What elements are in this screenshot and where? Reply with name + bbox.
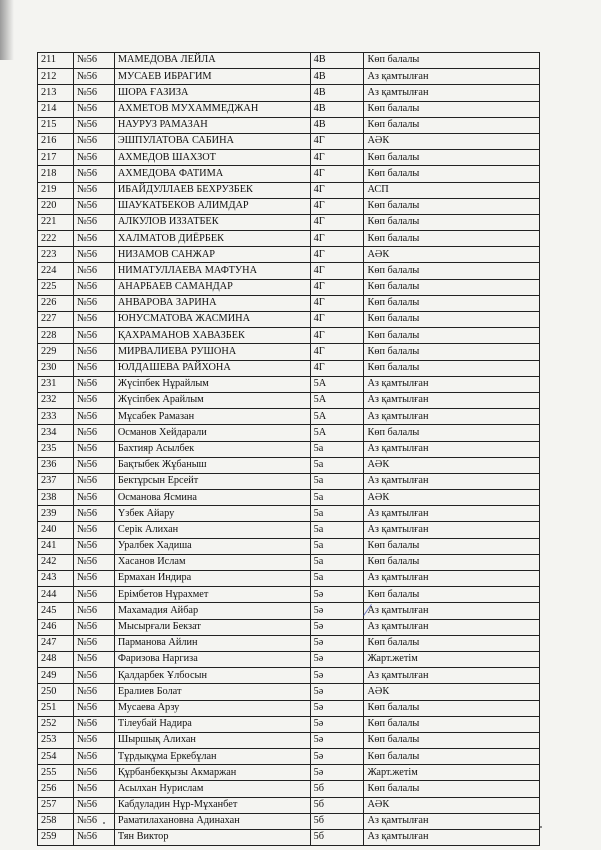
student-name-cell: Ералиев Болат	[114, 684, 310, 700]
student-name-cell: Үзбек Айару	[114, 506, 310, 522]
class-cell: 5а	[310, 538, 364, 554]
student-name-cell: Жүсіпбек Арайлым	[114, 392, 310, 408]
row-number-cell: 225	[38, 279, 74, 295]
table-row	[38, 279, 540, 295]
class-cell: 5а	[310, 490, 364, 506]
class-cell: 4В	[310, 69, 364, 85]
class-cell: 4Г	[310, 133, 364, 149]
school-cell: №56	[73, 749, 114, 765]
school-cell: №56	[73, 133, 114, 149]
status-cell: Көп балалы	[364, 700, 540, 716]
status-cell: Көп балалы	[364, 538, 540, 554]
school-cell: №56	[73, 684, 114, 700]
status-cell: Аз қамтылған	[364, 603, 540, 619]
class-cell: 4Г	[310, 360, 364, 376]
status-cell: Аз қамтылған	[364, 441, 540, 457]
student-name-cell: АХМЕДОВА ФАТИМА	[114, 166, 310, 182]
table-row	[38, 749, 540, 765]
class-cell: 5а	[310, 506, 364, 522]
scan-speck	[103, 822, 105, 824]
class-cell: 4Г	[310, 279, 364, 295]
status-cell: АӘК	[364, 247, 540, 263]
table-row	[38, 732, 540, 748]
table-row	[38, 668, 540, 684]
class-cell: 5ә	[310, 716, 364, 732]
table-row	[38, 53, 540, 69]
status-cell: АӘК	[364, 457, 540, 473]
table-row	[38, 231, 540, 247]
student-name-cell: Раматилахановна Адинахан	[114, 813, 310, 829]
row-number-cell: 250	[38, 684, 74, 700]
table-row	[38, 651, 540, 667]
school-cell: №56	[73, 765, 114, 781]
class-cell: 5ә	[310, 635, 364, 651]
status-cell: Көп балалы	[364, 263, 540, 279]
class-cell: 5ә	[310, 587, 364, 603]
school-cell: №56	[73, 198, 114, 214]
class-cell: 5ә	[310, 765, 364, 781]
status-cell: Көп балалы	[364, 166, 540, 182]
school-cell: №56	[73, 587, 114, 603]
table-row	[38, 85, 540, 101]
school-cell: №56	[73, 668, 114, 684]
school-cell: №56	[73, 344, 114, 360]
row-number-cell: 243	[38, 571, 74, 587]
student-name-cell: Махамадия Айбар	[114, 603, 310, 619]
row-number-cell: 233	[38, 409, 74, 425]
class-cell: 5А	[310, 376, 364, 392]
row-number-cell: 215	[38, 117, 74, 133]
class-cell: 4Г	[310, 247, 364, 263]
table-row	[38, 684, 540, 700]
row-number-cell: 256	[38, 781, 74, 797]
student-name-cell: Мусаева Арзу	[114, 700, 310, 716]
row-number-cell: 231	[38, 376, 74, 392]
student-name-cell: АНВАРОВА ЗАРИНА	[114, 295, 310, 311]
school-cell: №56	[73, 328, 114, 344]
status-cell: Көп балалы	[364, 312, 540, 328]
school-cell: №56	[73, 182, 114, 198]
class-cell: 5А	[310, 425, 364, 441]
row-number-cell: 254	[38, 749, 74, 765]
student-name-cell: Бақтыбек Жұбаныш	[114, 457, 310, 473]
status-cell: Көп балалы	[364, 360, 540, 376]
student-name-cell: АНАРБАЕВ САМАНДАР	[114, 279, 310, 295]
status-cell: Көп балалы	[364, 231, 540, 247]
row-number-cell: 246	[38, 619, 74, 635]
class-cell: 4Г	[310, 182, 364, 198]
status-cell: Аз қамтылған	[364, 85, 540, 101]
class-cell: 5А	[310, 409, 364, 425]
class-cell: 5ә	[310, 700, 364, 716]
class-cell: 4Г	[310, 344, 364, 360]
row-number-cell: 230	[38, 360, 74, 376]
table-row	[38, 603, 540, 619]
class-cell: 5ә	[310, 603, 364, 619]
school-cell: №56	[73, 279, 114, 295]
class-cell: 5б	[310, 781, 364, 797]
student-name-cell: ШАУКАТБЕКОВ АЛИМДАР	[114, 198, 310, 214]
student-name-cell: Серік Алихан	[114, 522, 310, 538]
table-row	[38, 700, 540, 716]
school-cell: №56	[73, 117, 114, 133]
row-number-cell: 229	[38, 344, 74, 360]
row-number-cell: 239	[38, 506, 74, 522]
class-cell: 5а	[310, 457, 364, 473]
status-cell: Аз қамтылған	[364, 506, 540, 522]
class-cell: 5а	[310, 522, 364, 538]
school-cell: №56	[73, 732, 114, 748]
class-cell: 4Г	[310, 231, 364, 247]
status-cell: Көп балалы	[364, 53, 540, 69]
class-cell: 5ә	[310, 749, 364, 765]
status-cell: Көп балалы	[364, 214, 540, 230]
table-row	[38, 101, 540, 117]
table-row	[38, 571, 540, 587]
status-cell: Аз қамтылған	[364, 668, 540, 684]
school-cell: №56	[73, 150, 114, 166]
table-row	[38, 344, 540, 360]
school-cell: №56	[73, 53, 114, 69]
student-name-cell: НИЗАМОВ САНЖАР	[114, 247, 310, 263]
table-row	[38, 635, 540, 651]
status-cell: АӘК	[364, 490, 540, 506]
row-number-cell: 257	[38, 797, 74, 813]
row-number-cell: 240	[38, 522, 74, 538]
status-cell: АӘК	[364, 797, 540, 813]
row-number-cell: 245	[38, 603, 74, 619]
table-row	[38, 522, 540, 538]
row-number-cell: 232	[38, 392, 74, 408]
class-cell: 5а	[310, 571, 364, 587]
table-row	[38, 69, 540, 85]
student-name-cell: ҚАХРАМАНОВ ХАВАЗБЕК	[114, 328, 310, 344]
school-cell: №56	[73, 700, 114, 716]
school-cell: №56	[73, 441, 114, 457]
status-cell: Аз қамтылған	[364, 376, 540, 392]
table-row	[38, 765, 540, 781]
table-row	[38, 506, 540, 522]
status-cell: Көп балалы	[364, 716, 540, 732]
table-row	[38, 409, 540, 425]
row-number-cell: 248	[38, 651, 74, 667]
status-cell: АСП	[364, 182, 540, 198]
class-cell: 4В	[310, 117, 364, 133]
table-row	[38, 247, 540, 263]
school-cell: №56	[73, 716, 114, 732]
class-cell: 4В	[310, 53, 364, 69]
row-number-cell: 218	[38, 166, 74, 182]
student-name-cell: Тілеубай Надира	[114, 716, 310, 732]
student-name-cell: Османова Ясмина	[114, 490, 310, 506]
row-number-cell: 211	[38, 53, 74, 69]
status-cell: Көп балалы	[364, 732, 540, 748]
class-cell: 5ә	[310, 619, 364, 635]
student-name-cell: Мысырғали Бекзат	[114, 619, 310, 635]
row-number-cell: 252	[38, 716, 74, 732]
row-number-cell: 235	[38, 441, 74, 457]
status-cell: Аз қамтылған	[364, 473, 540, 489]
student-name-cell: АЛКУЛОВ ИЗЗАТБЕК	[114, 214, 310, 230]
row-number-cell: 237	[38, 473, 74, 489]
student-name-cell: Тұрдықұма Еркебұлан	[114, 749, 310, 765]
row-number-cell: 212	[38, 69, 74, 85]
student-name-cell: Османов Хейдарали	[114, 425, 310, 441]
table-row	[38, 295, 540, 311]
student-name-cell: ЮЛДАШЕВА РАЙХОНА	[114, 360, 310, 376]
status-cell: Аз қамтылған	[364, 619, 540, 635]
class-cell: 4Г	[310, 166, 364, 182]
school-cell: №56	[73, 781, 114, 797]
class-cell: 5ә	[310, 732, 364, 748]
student-name-cell: Ерімбетов Нұрахмет	[114, 587, 310, 603]
table-row	[38, 781, 540, 797]
school-cell: №56	[73, 392, 114, 408]
status-cell: Көп балалы	[364, 635, 540, 651]
class-cell: 4Г	[310, 328, 364, 344]
table-row	[38, 392, 540, 408]
table-row	[38, 376, 540, 392]
student-name-cell: Кабдуладин Нұр-Мұханбет	[114, 797, 310, 813]
row-number-cell: 258	[38, 813, 74, 829]
table-row	[38, 150, 540, 166]
school-cell: №56	[73, 619, 114, 635]
status-cell: Көп балалы	[364, 150, 540, 166]
school-cell: №56	[73, 635, 114, 651]
school-cell: №56	[73, 522, 114, 538]
school-cell: №56	[73, 85, 114, 101]
status-cell: Көп балалы	[364, 328, 540, 344]
student-name-cell: ЭШПУЛАТОВА САБИНА	[114, 133, 310, 149]
table-row	[38, 198, 540, 214]
status-cell: Аз қамтылған	[364, 830, 540, 846]
student-name-cell: МАМЕДОВА ЛЕЙЛА	[114, 53, 310, 69]
student-name-cell: НИМАТУЛЛАЕВА МАФТУНА	[114, 263, 310, 279]
class-cell: 5а	[310, 473, 364, 489]
status-cell: Көп балалы	[364, 587, 540, 603]
table-row	[38, 312, 540, 328]
row-number-cell: 222	[38, 231, 74, 247]
class-cell: 5А	[310, 392, 364, 408]
school-cell: №56	[73, 360, 114, 376]
class-cell: 4В	[310, 101, 364, 117]
student-name-cell: Бектұрсын Ерсейт	[114, 473, 310, 489]
school-cell: №56	[73, 376, 114, 392]
school-cell: №56	[73, 797, 114, 813]
table-row	[38, 214, 540, 230]
school-cell: №56	[73, 830, 114, 846]
row-number-cell: 241	[38, 538, 74, 554]
status-cell: Көп балалы	[364, 425, 540, 441]
table-row	[38, 473, 540, 489]
table-row	[38, 360, 540, 376]
table-row	[38, 797, 540, 813]
student-name-cell: Тян Виктор	[114, 830, 310, 846]
class-cell: 4Г	[310, 150, 364, 166]
school-cell: №56	[73, 603, 114, 619]
student-name-cell: Ермахан Индира	[114, 571, 310, 587]
row-number-cell: 244	[38, 587, 74, 603]
status-cell: Аз қамтылған	[364, 522, 540, 538]
scan-speck	[540, 826, 542, 828]
school-cell: №56	[73, 425, 114, 441]
table-row	[38, 554, 540, 570]
student-name-cell: МУСАЕВ ИБРАГИМ	[114, 69, 310, 85]
class-cell: 4Г	[310, 214, 364, 230]
table-row	[38, 813, 540, 829]
status-cell: Көп балалы	[364, 749, 540, 765]
row-number-cell: 213	[38, 85, 74, 101]
table-row	[38, 619, 540, 635]
class-cell: 4Г	[310, 295, 364, 311]
status-cell: Аз қамтылған	[364, 813, 540, 829]
class-cell: 4В	[310, 85, 364, 101]
table-row	[38, 166, 540, 182]
school-cell: №56	[73, 490, 114, 506]
row-number-cell: 234	[38, 425, 74, 441]
class-cell: 5б	[310, 830, 364, 846]
table-row	[38, 830, 540, 846]
school-cell: №56	[73, 214, 114, 230]
school-cell: №56	[73, 651, 114, 667]
row-number-cell: 223	[38, 247, 74, 263]
row-number-cell: 224	[38, 263, 74, 279]
row-number-cell: 238	[38, 490, 74, 506]
class-cell: 5ә	[310, 684, 364, 700]
student-name-cell: АХМЕТОВ МУХАММЕДЖАН	[114, 101, 310, 117]
school-cell: №56	[73, 538, 114, 554]
table-row	[38, 441, 540, 457]
status-cell: Көп балалы	[364, 117, 540, 133]
row-number-cell: 253	[38, 732, 74, 748]
table-row	[38, 587, 540, 603]
row-number-cell: 255	[38, 765, 74, 781]
status-cell: АӘК	[364, 133, 540, 149]
school-cell: №56	[73, 263, 114, 279]
school-cell: №56	[73, 295, 114, 311]
table-row	[38, 263, 540, 279]
student-name-cell: МИРВАЛИЕВА РУШОНА	[114, 344, 310, 360]
school-cell: №56	[73, 409, 114, 425]
status-cell: Көп балалы	[364, 781, 540, 797]
status-cell: Көп балалы	[364, 198, 540, 214]
status-cell: Көп балалы	[364, 279, 540, 295]
row-number-cell: 227	[38, 312, 74, 328]
student-name-cell: Мұсабек Рамазан	[114, 409, 310, 425]
school-cell: №56	[73, 554, 114, 570]
status-cell: АӘК	[364, 684, 540, 700]
student-name-cell: АХМЕДОВ ШАХЗОТ	[114, 150, 310, 166]
school-cell: №56	[73, 312, 114, 328]
student-name-cell: Шыршық Алихан	[114, 732, 310, 748]
row-number-cell: 219	[38, 182, 74, 198]
school-cell: №56	[73, 571, 114, 587]
table-row	[38, 716, 540, 732]
row-number-cell: 249	[38, 668, 74, 684]
row-number-cell: 236	[38, 457, 74, 473]
table-row	[38, 425, 540, 441]
table-row	[38, 490, 540, 506]
student-name-cell: ХАЛМАТОВ ДИЁРБЕК	[114, 231, 310, 247]
status-cell: Жарт.жетім	[364, 651, 540, 667]
status-cell: Көп балалы	[364, 344, 540, 360]
table-row	[38, 457, 540, 473]
status-cell: Көп балалы	[364, 295, 540, 311]
school-cell: №56	[73, 69, 114, 85]
table-row	[38, 133, 540, 149]
student-name-cell: ШОРА ҒАЗИЗА	[114, 85, 310, 101]
scan-edge-shadow	[0, 0, 14, 60]
row-number-cell: 226	[38, 295, 74, 311]
status-cell: Көп балалы	[364, 101, 540, 117]
student-roster-table	[37, 52, 540, 846]
row-number-cell: 242	[38, 554, 74, 570]
class-cell: 5б	[310, 797, 364, 813]
status-cell: Аз қамтылған	[364, 571, 540, 587]
school-cell: №56	[73, 457, 114, 473]
class-cell: 5а	[310, 554, 364, 570]
school-cell: №56	[73, 231, 114, 247]
student-name-cell: ИБАЙДУЛЛАЕВ БЕХРУЗБЕК	[114, 182, 310, 198]
class-cell: 5а	[310, 441, 364, 457]
row-number-cell: 228	[38, 328, 74, 344]
student-name-cell: Қалдарбек Ұлбосын	[114, 668, 310, 684]
status-cell: Аз қамтылған	[364, 392, 540, 408]
table-row	[38, 328, 540, 344]
status-cell: Аз қамтылған	[364, 409, 540, 425]
row-number-cell: 216	[38, 133, 74, 149]
student-name-cell: Уралбек Хадиша	[114, 538, 310, 554]
class-cell: 5б	[310, 813, 364, 829]
class-cell: 4Г	[310, 263, 364, 279]
class-cell: 4Г	[310, 198, 364, 214]
class-cell: 5ә	[310, 668, 364, 684]
class-cell: 4Г	[310, 312, 364, 328]
row-number-cell: 251	[38, 700, 74, 716]
student-name-cell: Парманова Айлин	[114, 635, 310, 651]
school-cell: №56	[73, 101, 114, 117]
student-name-cell: Фаризова Наргиза	[114, 651, 310, 667]
row-number-cell: 214	[38, 101, 74, 117]
status-cell: Жарт.жетім	[364, 765, 540, 781]
school-cell: №56	[73, 247, 114, 263]
row-number-cell: 259	[38, 830, 74, 846]
status-cell: Аз қамтылған	[364, 69, 540, 85]
student-name-cell: НАУРУЗ РАМАЗАН	[114, 117, 310, 133]
table-row	[38, 538, 540, 554]
school-cell: №56	[73, 166, 114, 182]
table-row	[38, 117, 540, 133]
status-cell: Көп балалы	[364, 554, 540, 570]
student-name-cell: Құрбанбекқызы Акмаржан	[114, 765, 310, 781]
row-number-cell: 247	[38, 635, 74, 651]
student-name-cell: Хасанов Ислам	[114, 554, 310, 570]
row-number-cell: 217	[38, 150, 74, 166]
row-number-cell: 221	[38, 214, 74, 230]
table-row	[38, 182, 540, 198]
student-name-cell: Жүсіпбек Нұрайлым	[114, 376, 310, 392]
school-cell: №56	[73, 473, 114, 489]
school-cell: №56	[73, 813, 114, 829]
row-number-cell: 220	[38, 198, 74, 214]
student-name-cell: Бахтияр Асылбек	[114, 441, 310, 457]
student-name-cell: Асылхан Нурислам	[114, 781, 310, 797]
student-name-cell: ЮНУСМАТОВА ЖАСМИНА	[114, 312, 310, 328]
school-cell: №56	[73, 506, 114, 522]
class-cell: 5ә	[310, 651, 364, 667]
roster-body	[38, 53, 540, 846]
